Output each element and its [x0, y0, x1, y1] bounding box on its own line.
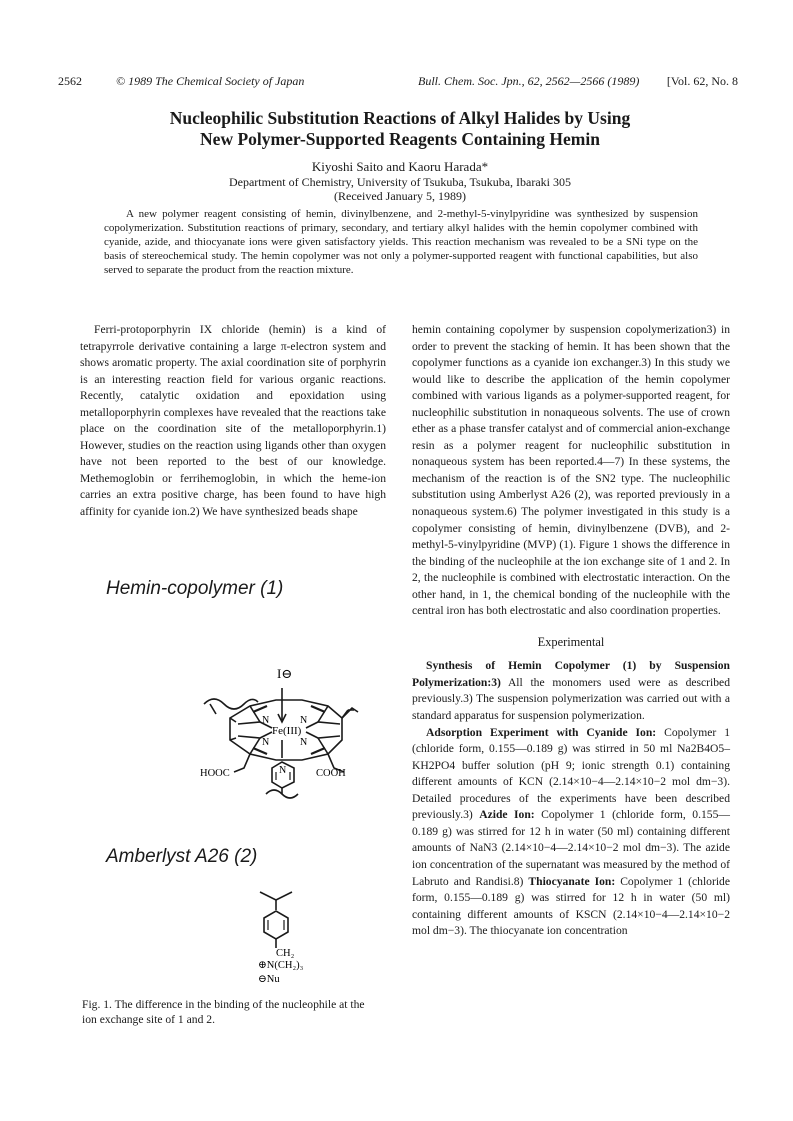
- hooc-label: HOOC: [200, 768, 230, 779]
- title-line-2: New Polymer-Supported Reagents Containing Hemin: [200, 129, 600, 149]
- received-date: (Received January 5, 1989): [334, 189, 466, 203]
- amberlyst-structure: [250, 882, 340, 990]
- hemin-copolymer-structure: [190, 660, 380, 810]
- intro-paragraph-1: Ferri-protoporphyrin IX chloride (hemin) is a kind of tetrapyrrole derivative containing a large π-electron system and shows aromatic property. The axial coordination site of porphyrin is an interesting reaction field for various organic reactions. Recently, catalytic oxidation and epoxidation using metalloporphyrin complexes have revealed that the reactions take place on the coordination site of the metalloporphyrin.1) However, studies on the reaction using ligands other than oxygen have not been reported to the best of our knowledge. Methemoglobin or ferrihemoglobin, in which the heme-ion carries an extra positive charge, has been found to have high affinity for cyanide ion.2) We have synthesized beads shape: [80, 323, 386, 519]
- experimental-paragraph-2: [412, 725, 730, 940]
- left-column-intro: [80, 322, 386, 521]
- affiliation: Department of Chemistry, University of Tsukuba, Tsukuba, Ibaraki 305: [228, 175, 572, 189]
- paragraph-body-thiocyanate: Copolymer 1 (chloride form, 0.155—0.189 g) was stirred for 12 h in water (50 ml) containing different amounts of KSCN (2.14×10−4—2.14×10−2 mol dm−3). The thiocyanate ion concentration: [412, 874, 730, 938]
- cooh-label: COOH: [316, 768, 346, 779]
- nucleophile-label: ⊖Nu: [258, 974, 280, 985]
- paragraph-heading-thiocyanate: Thiocyanate Ion:: [528, 874, 616, 888]
- authors: Kiyoshi Saito and Kaoru Harada*: [311, 159, 489, 174]
- experimental-paragraph-1: [412, 658, 730, 724]
- right-column: [412, 322, 730, 940]
- paper-title: [100, 108, 700, 150]
- n-label-2: N: [300, 715, 308, 726]
- section-heading-experimental: Experimental: [537, 634, 605, 649]
- ch2-label: CH₂: [276, 948, 295, 959]
- paragraph-body-synthesis: All the monomers used were as described previously.3) The suspension polymerization was carried out with a standard apparatus for suspension polymerization.: [412, 675, 730, 723]
- figure-caption: Fig. 1. The difference in the binding of the nucleophile at the ion exchange site of 1 and 2.: [82, 998, 365, 1026]
- page-number: 2562: [58, 74, 82, 88]
- intro-paragraph-2: hemin containing copolymer by suspension copolymerization3) in order to prevent the stacking of hemin. It has been shown that the copolymer functions as a cyanide ion exchanger.3) In this study we would like to describe the application of the hemin copolymer combined with various ligands as a polymer-supported reagent, for nucleophilic substitution in nonaqueous solvents. The use of crown ether as a phase transfer catalyst and of commercial anion-exchange resin as a polymer reagent for nucleophilic substitution in nonaqueous system has been reported.4—7) In these systems, the mechanism of the reaction is of the SN2 type. The nucleophilic substitution using Amberlyst A26 (2), was reported previously in a nonaqueous system.6) The polymer investigated in this study is a copolymer consisting of hemin, divinylbenzene (DVB), and 2-methyl-5-vinylpyridine (MVP) (1). Figure 1 shows the difference in the binding of the nucleophile at the ion exchange site of 1 and 2. In 2, the nucleophile is combined with electrostatic interaction. On the other hand, in 1, the chemical bonding of the nucleophile with the central iron has both electrostatic and also coordination properties.: [412, 323, 730, 618]
- n-label-4: N: [300, 737, 308, 748]
- paragraph-heading-cyanide: Adsorption Experiment with Cyanide Ion:: [426, 725, 657, 739]
- n-label-3: N: [262, 737, 270, 748]
- figure-label-amberlyst: Amberlyst A26 (2): [106, 846, 258, 867]
- copyright-notice: © 1989 The Chemical Society of Japan: [116, 74, 305, 88]
- n-label-1: N: [262, 715, 270, 726]
- abstract-text: A new polymer reagent consisting of hemin, divinylbenzene, and 2-methyl-5-vinylpyridine was synthesized by suspension copolymerization. Substitution reactions of primary, secondary, and tertiary alkyl halides with the hemin copolymer combined with cyanide, azide, and thiocyanate ions were given satisfactory yields. This reaction mechanism was revealed to be a SNi type on the basis of stereochemical study. The hemin copolymer was not only a polymer-supported reagent with functional capabilities, but also served to separate the product from the reaction mixture.: [104, 208, 698, 276]
- figure-label-hemin-copolymer: Hemin-copolymer (1): [106, 578, 284, 599]
- n-label-pyridine: N: [279, 765, 287, 776]
- paragraph-body-cyanide: Copolymer 1 (chloride form, 0.155—0.189 g) was stirred in 50 ml Na2B4O5–KH2PO4 buffer solution (pH 9; ionic strength 0.1) containing different amounts of KCN (2.14×10−4—2.14×10−2 mol dm−3). Detailed procedures of the experiments have been described previously.3): [412, 725, 730, 822]
- journal-citation: Bull. Chem. Soc. Jpn., 62, 2562—2566 (1989): [418, 74, 640, 88]
- volume-issue: [Vol. 62, No. 8: [666, 74, 738, 88]
- paragraph-heading-synthesis: Synthesis of Hemin Copolymer (1) by Suspension Polymerization:3): [412, 659, 730, 689]
- paragraph-heading-azide: Azide Ion:: [479, 808, 535, 822]
- iodide-label: I⊖: [277, 666, 293, 681]
- paragraph-body-azide: Copolymer 1 (chloride form, 0.155—0.189 g) was stirred for 12 h in water (50 ml) containing different amounts of NaN3 (2.14×10−4—2.14×10−2 mol dm−3). The azide ion concentration of the supernatant was measured by the method of Labruto and Randisi.8): [412, 808, 730, 888]
- title-line-1: Nucleophilic Substitution Reactions of Alkyl Halides by Using: [169, 108, 631, 128]
- abstract: [104, 208, 698, 278]
- ammonium-label: ⊕N(CH₂)₃: [258, 960, 304, 971]
- iron-label: Fe(III): [272, 725, 302, 737]
